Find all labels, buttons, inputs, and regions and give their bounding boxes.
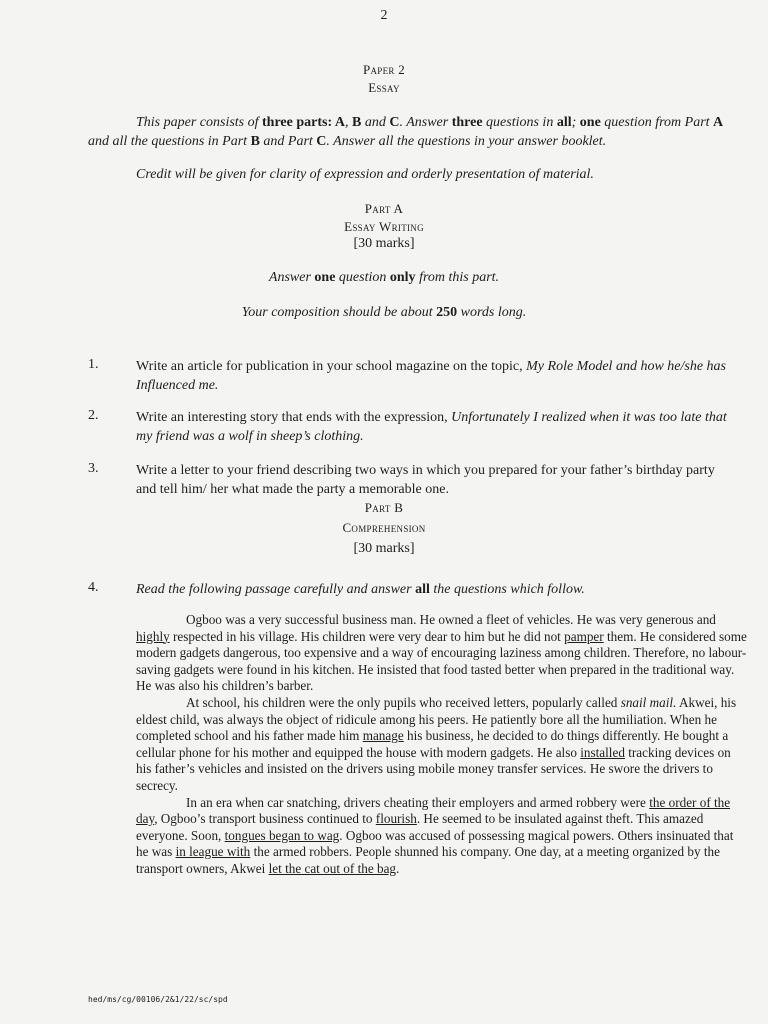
part-a-title: Part A bbox=[364, 201, 404, 216]
word-count-instruction: Your composition should be about 250 words long. bbox=[241, 305, 527, 320]
intro-paragraph: This paper consists of three parts: A, B and C. Answer three questions in all; one question from Part A and all the questions in Part B and Part C. Answer all the questions in your answer booklet. bbox=[88, 115, 724, 149]
part-b-marks: [30 marks] bbox=[353, 541, 415, 556]
question-4-instruction: Read the following passage carefully and answer all the questions which follow. bbox=[136, 582, 585, 597]
document-footer-code: hed/ms/cg/00106/2&1/22/sc/spd bbox=[88, 995, 228, 1004]
question-4-number: 4. bbox=[88, 580, 99, 595]
part-a-instruction: Answer one question only from this part. bbox=[268, 270, 500, 285]
comprehension-passage bbox=[136, 612, 748, 878]
question-3-number: 3. bbox=[88, 461, 99, 476]
question-1-text: Write an article for publication in your school magazine on the topic, My Role Model and how he/she has Influenced me. bbox=[136, 359, 726, 393]
part-a-marks: [30 marks] bbox=[353, 236, 415, 251]
question-2-text: Write an interesting story that ends with the expression, Unfortunately I realized when it was too late that my friend was a wolf in sheep’s clothing. bbox=[136, 410, 727, 444]
paper-subtitle: Essay bbox=[368, 80, 400, 95]
page-number: 2 bbox=[380, 8, 388, 23]
part-b-title: Part B bbox=[364, 500, 404, 515]
question-1-number: 1. bbox=[88, 357, 99, 372]
question-3-text: Write a letter to your friend describing two ways in which you prepared for your father’s birthday party and tell him/ her what made the party a memorable one. bbox=[136, 463, 715, 497]
paper-title: Paper 2 bbox=[362, 62, 406, 77]
passage-paragraph-3: In an era when car snatching, drivers cheating their employers and armed robbery were the order of the day, Ogboo’s transport business continued to flourish. He seemed to be insulated against theft. This amazed everyone. Soon, tongues began to wag. Ogboo was accused of possessing magical powers. Others insinuated that he was in league with the armed robbers. People shunned his company. One day, at a meeting organized by the transport owners, Akwei let the cat out of the bag. bbox=[136, 794, 734, 876]
part-a-subtitle: Essay Writing bbox=[344, 219, 424, 234]
question-2-number: 2. bbox=[88, 408, 99, 423]
credit-note: Credit will be given for clarity of expression and orderly presentation of material. bbox=[136, 167, 594, 182]
part-b-subtitle: Comprehension bbox=[342, 520, 426, 535]
passage-paragraph-2: At school, his children were the only pupils who received letters, popularly called snail mail. Akwei, his eldest child, was always the object of ridicule among his peers. He patiently bore all the humiliation. When he completed school and his father made him manage his business, he decided to do things differently. He bought a cellular phone for his mother and equipped the house with modern gadgets. He also installed tracking devices on his father’s vehicles and insisted on the drivers using mobile money transfer services. He swore the drivers to secrecy. bbox=[136, 694, 737, 793]
passage-paragraph-1: Ogboo was a very successful business man. He owned a fleet of vehicles. He was very generous and highly respected in his village. His children were very dear to him but he did not pamper them. He considered some modern gadgets dangerous, too expensive and a way of encouraging laziness among children. Therefore, no labour-saving gadgets were found in his kitchen. He insisted that food tasted better when prepared in the traditional way. He was also his children’s barber. bbox=[136, 612, 747, 694]
